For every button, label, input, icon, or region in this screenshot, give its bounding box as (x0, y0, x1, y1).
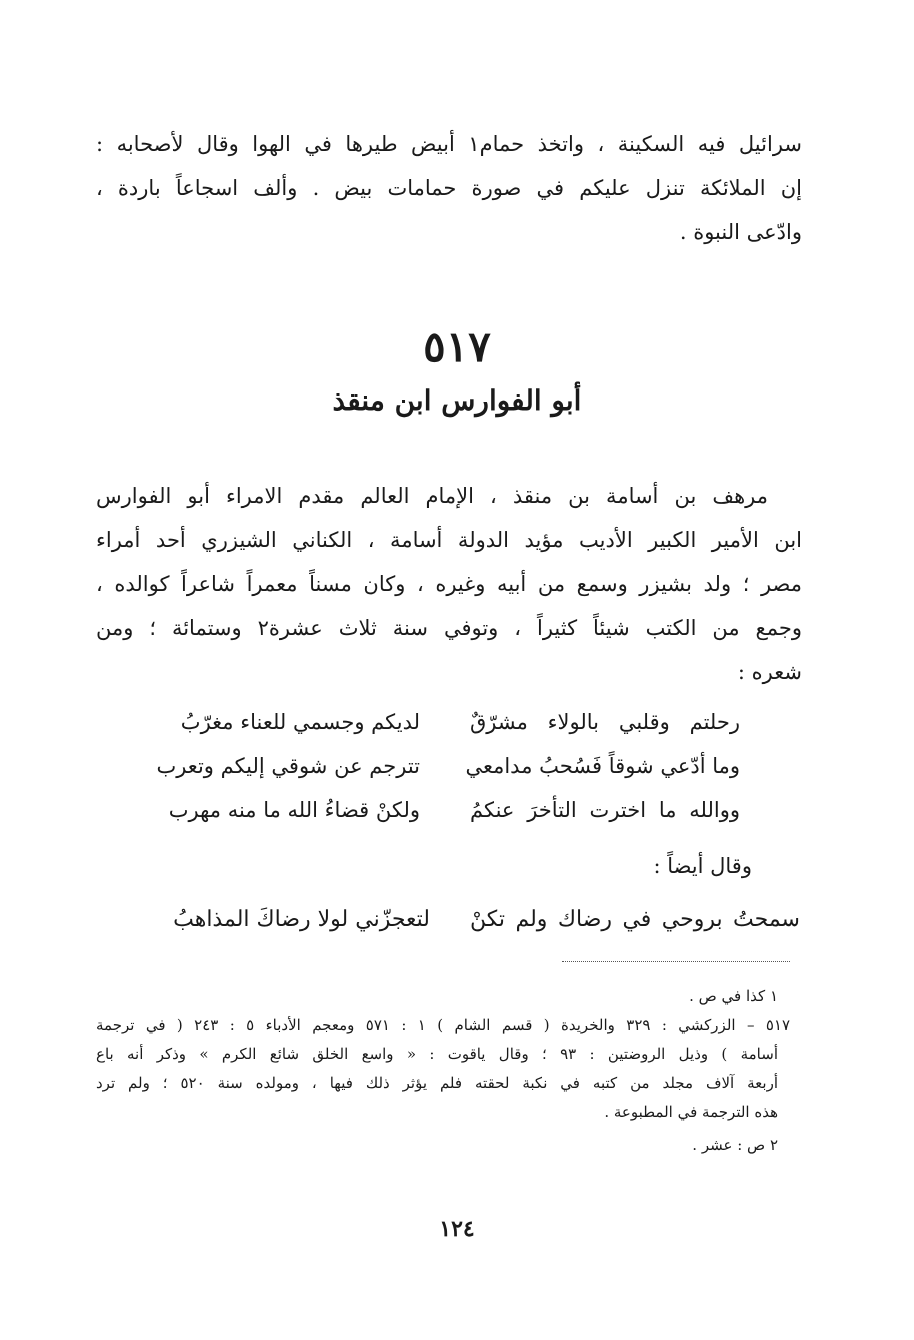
entry-title: أبو الفوارس ابن منقذ (332, 384, 582, 417)
text-line: وادّعى النبوة . (679, 220, 802, 244)
text-line: سرائيل فيه السكينة ، واتخذ حمام١ أبيض طيرها في الهوا وقال لأصحابه : (96, 132, 802, 156)
text-line: شعره : (737, 660, 802, 684)
text-line: ابن الأمير الكبير الأديب مؤيد الدولة أسامة ، الكناني الشيزري أحد أمراء (96, 528, 802, 552)
text-line: إن الملائكة تنزل عليكم في صورة حمامات بيض . وألف اسجاعاً باردة ، (96, 176, 802, 200)
text-line: مصر ؛ ولد بشيزر وسمع من أبيه وغيره ، وكان مسناً معمراً شاعراً كوالده ، (96, 572, 802, 596)
page-number: ١٢٤ (439, 1216, 475, 1242)
footnote-line: أربعة آلاف مجلد من كتبه في نكبة لحقته فلم يؤثر ذلك فيها ، ومولده سنة ٥٢٠ ؛ ولم ترد (96, 1074, 779, 1092)
biography-paragraph (96, 474, 802, 694)
poem-verse (150, 700, 740, 744)
hemistich-second: لديكم وجسمي للعناء مغرّبُ (180, 710, 420, 734)
hemistich-first: ووالله ما اخترت التأخرَ عنكمُ (470, 798, 740, 822)
hemistich-second: ولكنْ قضاءُ الله ما منه مهرب (168, 798, 420, 822)
footnote-line: ٢ ص : عشر . (692, 1136, 778, 1154)
continued-paragraph (96, 122, 802, 254)
footnote-divider (562, 961, 790, 962)
footnote-line: ١ كذا في ص . (689, 987, 778, 1005)
footnote-line: هذه الترجمة في المطبوعة . (604, 1103, 778, 1121)
poem-verse (100, 898, 800, 942)
hemistich-first: وما أدّعي شوقاً فَسُحبُ مدامعي (465, 754, 740, 778)
poem-verse (150, 744, 740, 788)
hemistich-first: سمحتُ بروحي في رضاك ولم تكنْ (470, 907, 800, 932)
entry-number: ٥١٧ (423, 322, 491, 371)
second-poem (100, 898, 800, 942)
text-line: وجمع من الكتب شيئاً كثيراً ، وتوفي سنة ثلاث عشرة٢ وستمائة ؛ ومن (96, 616, 802, 640)
text-line: مرهف بن أسامة بن منقذ ، الإمام العالم مقدم الامراء أبو الفوارس (96, 484, 768, 508)
footnotes (96, 982, 790, 1160)
also-said-label: وقال أيضاً : (653, 854, 752, 878)
poem (150, 700, 740, 832)
footnote-line: أسامة ) وذيل الروضتين : ٩٣ ؛ وقال ياقوت : « واسع الخلق شائع الكرم » وذكر أنه باع (96, 1045, 778, 1063)
footnote-line: ٥١٧ – الزركشي : ٣٢٩ والخريدة ( قسم الشام ) ١ : ٥٧١ ومعجم الأدباء ٥ : ٢٤٣ ( في ترجمة (96, 1016, 791, 1034)
hemistich-first: رحلتم وقلبي بالولاء مشرّقٌ (470, 710, 740, 734)
hemistich-second: تترجم عن شوقي إليكم وتعرب (156, 754, 420, 778)
hemistich-second: لتعجزّني لولا رضاكَ المذاهبُ (173, 907, 430, 932)
poem-verse (150, 788, 740, 832)
